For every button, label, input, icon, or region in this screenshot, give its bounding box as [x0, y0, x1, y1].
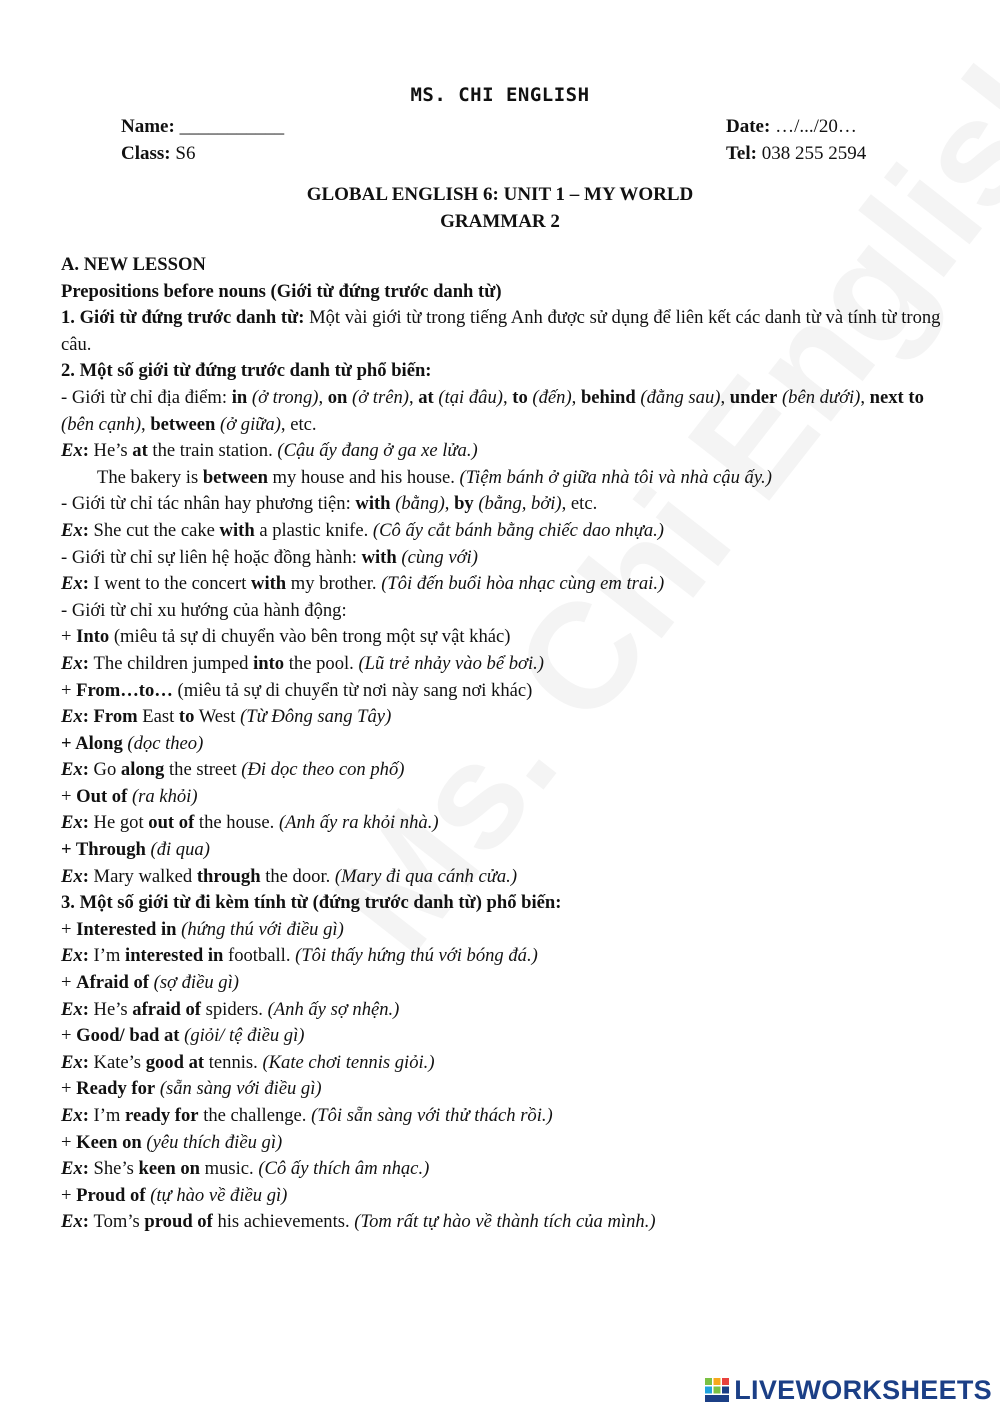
text-run: - Giới từ chỉ sự liên hệ hoặc đồng hành:	[61, 546, 362, 568]
text-run: the challenge.	[198, 1105, 312, 1126]
text-run: Ex	[61, 1051, 83, 1073]
date-label: Date:	[726, 116, 771, 137]
text-run: Ex	[61, 1105, 83, 1126]
text-run: :	[82, 652, 94, 674]
text-run: interested in	[125, 945, 224, 967]
lesson-line	[61, 279, 946, 306]
lesson-line	[61, 970, 946, 997]
lesson-line	[61, 1156, 946, 1183]
lesson-line	[61, 1209, 946, 1236]
text-run: (tại đâu)	[438, 386, 503, 408]
text-run: in	[231, 386, 248, 408]
text-run: Prepositions before nouns (Giới từ đứng trước danh từ)	[61, 280, 502, 302]
text-run: (ở trong)	[251, 386, 319, 408]
text-run: ,	[720, 386, 730, 408]
text-run: The children jumped	[93, 652, 254, 674]
text-run: (Kate chơi tennis giỏi.)	[262, 1051, 435, 1073]
text-run: the pool.	[284, 652, 359, 674]
text-run: I’m	[93, 1105, 126, 1126]
text-run: (Tom rất tự hào về thành tích của mình.)	[354, 1211, 656, 1233]
text-run: ,	[444, 493, 455, 515]
text-run: - Giới từ chỉ địa điểm:	[61, 386, 232, 408]
liveworksheets-icon	[704, 1376, 730, 1404]
text-run: (tự hào về điều gì)	[150, 1184, 288, 1206]
class-line	[121, 140, 195, 167]
text-run: (yêu thích điều gì)	[146, 1131, 283, 1153]
text-run: :	[82, 1158, 94, 1180]
text-run: my brother.	[286, 573, 382, 595]
text-run: Ex	[61, 865, 83, 887]
text-run: under	[729, 386, 778, 408]
date-value: …/.../20…	[775, 116, 857, 137]
class-label: Class:	[121, 143, 171, 164]
lesson-line	[61, 890, 946, 917]
text-run: :	[82, 998, 94, 1020]
text-run: He’s	[93, 440, 133, 462]
lesson-line	[61, 1023, 946, 1050]
text-run: (Tiệm bánh ở giữa nhà tôi và nhà cậu ấy.)	[459, 466, 772, 488]
text-run: :	[82, 573, 94, 595]
text-run: out of	[148, 812, 195, 834]
text-run: Một vài giới từ trong tiếng Anh được sử dụng để liên kết các danh từ và tính từ trong câu.	[61, 307, 941, 355]
text-run: +	[61, 1131, 77, 1153]
text-run: ,	[408, 386, 419, 408]
tel-label: Tel:	[726, 143, 757, 164]
text-run: ,	[318, 386, 328, 408]
text-run: (dọc theo)	[127, 732, 204, 754]
text-run: +	[61, 679, 77, 701]
name-line	[121, 113, 284, 140]
text-run: Ex	[61, 812, 83, 834]
text-run: ,	[502, 386, 513, 408]
text-run: , etc.	[561, 493, 598, 515]
text-run: (Cô ấy cắt bánh bằng chiếc dao nhựa.)	[372, 519, 664, 541]
text-run: Kate’s	[93, 1051, 146, 1073]
text-run: his achievements.	[212, 1211, 355, 1233]
text-run: Ex	[61, 440, 83, 462]
text-run: East	[137, 706, 179, 728]
text-run: ready for	[125, 1105, 199, 1126]
text-run: (cùng với)	[401, 546, 478, 568]
text-run: +	[61, 1078, 77, 1100]
liveworksheets-logo	[704, 1373, 992, 1407]
text-run: (Tôi thấy hứng thú với bóng đá.)	[295, 945, 538, 967]
text-run: (Mary đi qua cánh cửa.)	[334, 865, 518, 887]
text-run: Go	[93, 759, 121, 781]
lesson-line	[61, 385, 946, 438]
title-line-1: GLOBAL ENGLISH 6: UNIT 1 – MY WORLD	[306, 184, 694, 205]
lesson-line	[61, 1183, 946, 1210]
text-run: +	[61, 1025, 77, 1047]
text-run: ,	[141, 413, 151, 435]
text-run: :	[82, 812, 94, 834]
text-run: next to	[869, 386, 924, 408]
text-run: ,	[571, 386, 581, 408]
brand-heading: MS. CHI ENGLISH	[410, 84, 590, 106]
text-run: + Along	[61, 732, 123, 754]
lesson-line	[61, 358, 946, 385]
text-run: (đến)	[532, 386, 572, 408]
text-run: 1. Giới từ đứng trước danh từ:	[61, 307, 305, 329]
text-run: - Giới từ chỉ tác nhân hay phương tiện:	[61, 493, 356, 515]
text-run: (ở giữa)	[220, 413, 281, 435]
text-run: into	[253, 652, 285, 674]
text-run: at	[132, 440, 148, 462]
lesson-line	[61, 704, 946, 731]
text-run: :	[82, 945, 94, 967]
text-run: Ex	[61, 706, 83, 728]
text-run: +	[61, 1184, 77, 1206]
lesson-line	[61, 1076, 946, 1103]
text-run: music.	[199, 1158, 259, 1180]
text-run: (Cô ấy thích âm nhạc.)	[258, 1158, 430, 1180]
text-run: (miêu tả sự di chuyển từ nơi này sang nơi khác)	[172, 679, 533, 701]
text-run: tennis.	[204, 1051, 263, 1073]
lesson-line	[61, 491, 946, 518]
text-run: (ở trên)	[352, 386, 409, 408]
lesson-line	[61, 1130, 946, 1157]
text-run: the street	[164, 759, 242, 781]
text-run: keen on	[138, 1158, 200, 1180]
text-run: From…to…	[76, 679, 173, 701]
lesson-line	[61, 1103, 946, 1130]
text-run: behind	[580, 386, 636, 408]
text-run: (Từ Đông sang Tây)	[240, 706, 392, 728]
lesson-line	[61, 1050, 946, 1077]
text-run: Ex	[61, 998, 83, 1020]
text-run: - Giới từ chỉ xu hướng của hành động:	[61, 599, 347, 621]
text-run: good at	[145, 1051, 205, 1073]
text-run: Ex	[61, 652, 83, 674]
text-run: (sợ điều gì)	[153, 972, 239, 994]
text-run: West	[194, 706, 241, 728]
lesson-content	[61, 252, 946, 1236]
lesson-line	[61, 438, 946, 465]
text-run: Mary walked	[93, 865, 197, 887]
text-run: +	[61, 918, 77, 940]
lesson-line	[61, 757, 946, 784]
text-run: the train station.	[147, 440, 278, 462]
lesson-line	[61, 571, 946, 598]
text-run: +	[61, 785, 77, 807]
text-run: Ex	[61, 759, 83, 781]
text-run: :	[82, 1211, 94, 1233]
text-run: between	[150, 413, 216, 435]
text-run: 3. Một số giới từ đi kèm tính từ (đứng trước danh từ) phổ biến:	[61, 892, 562, 914]
name-label: Name:	[121, 116, 175, 137]
text-run: +	[61, 626, 77, 648]
text-run: Ex	[61, 519, 83, 541]
text-run: (sẵn sàng với điều gì)	[159, 1078, 322, 1100]
text-run: with	[355, 493, 391, 515]
text-run: Tom’s	[93, 1211, 145, 1233]
text-run: From	[93, 706, 138, 728]
text-run: Ex	[61, 1158, 83, 1180]
lesson-line	[61, 810, 946, 837]
text-run: (bên cạnh)	[61, 413, 142, 435]
text-run: + Through	[61, 839, 146, 861]
text-run: the door.	[260, 865, 335, 887]
text-run: :	[82, 865, 94, 887]
lesson-line	[61, 545, 946, 572]
lesson-line	[61, 997, 946, 1024]
lesson-line	[61, 678, 946, 705]
text-run: Keen on	[76, 1131, 142, 1153]
lesson-line	[61, 518, 946, 545]
text-run: (Tôi đến buổi hòa nhạc cùng em trai.)	[381, 573, 665, 595]
lesson-line	[61, 598, 946, 625]
text-run: :	[82, 1105, 94, 1126]
text-run: (miêu tả sự di chuyển vào bên trong một sự vật khác)	[109, 626, 511, 648]
text-run: with	[361, 546, 397, 568]
text-run: :	[82, 1051, 94, 1073]
text-run: She cut the cake	[93, 519, 220, 541]
lesson-line	[61, 864, 946, 891]
title-line-2: GRAMMAR 2	[440, 211, 560, 232]
text-run: (ra khỏi)	[131, 785, 198, 807]
text-run: (bên dưới)	[781, 386, 861, 408]
text-run: (bằng)	[395, 493, 445, 515]
text-run: between	[202, 466, 268, 488]
text-run: the house.	[194, 812, 279, 834]
text-run: (Cậu ấy đang ở ga xe lửa.)	[277, 440, 478, 462]
lesson-line	[61, 917, 946, 944]
text-run: through	[196, 865, 261, 887]
tel-line	[726, 140, 866, 167]
lesson-line	[61, 943, 946, 970]
lesson-line	[61, 731, 946, 758]
text-run: (bằng, bởi)	[478, 493, 562, 515]
text-run: He got	[93, 812, 149, 834]
text-run: Good/ bad at	[76, 1025, 180, 1047]
text-run: She’s	[93, 1158, 139, 1180]
text-run: (Lũ trẻ nhảy vào bể bơi.)	[358, 652, 544, 674]
text-run: with	[251, 573, 287, 595]
text-run: Proud of	[76, 1184, 146, 1206]
text-run: :	[82, 706, 94, 728]
tel-value: 038 255 2594	[761, 143, 867, 164]
text-run: Ex	[61, 1211, 83, 1233]
text-run: football.	[223, 945, 296, 967]
text-run: (Đi dọc theo con phố)	[241, 759, 405, 781]
text-run: Ex	[61, 573, 83, 595]
text-run: a plastic knife.	[254, 519, 373, 541]
text-run: (Anh ấy sợ nhện.)	[267, 998, 400, 1020]
text-run: (hứng thú với điều gì)	[181, 918, 344, 940]
lesson-line	[61, 784, 946, 811]
text-run: A. NEW LESSON	[61, 254, 206, 275]
lesson-line	[61, 624, 946, 651]
text-run: at	[418, 386, 434, 408]
class-value: S6	[175, 143, 196, 164]
text-run: Ex	[61, 945, 83, 967]
text-run: , etc.	[280, 413, 317, 435]
text-run: I’m	[93, 945, 126, 967]
text-run: Out of	[76, 785, 128, 807]
lesson-line	[61, 305, 946, 358]
lesson-line	[61, 837, 946, 864]
text-run: (đi qua)	[150, 839, 210, 861]
text-run: 2. Một số giới từ đứng trước danh từ phổ biến:	[61, 360, 432, 382]
text-run: to	[178, 706, 195, 728]
text-run: The bakery is	[97, 466, 203, 488]
text-run: by	[454, 493, 474, 515]
text-run: spiders.	[200, 998, 268, 1020]
text-run: +	[61, 972, 77, 994]
text-run: :	[82, 440, 94, 462]
text-run: I went to the concert	[93, 573, 252, 595]
text-run: Interested in	[76, 918, 177, 940]
text-run: (giỏi/ tệ điều gì)	[184, 1025, 305, 1047]
text-run: my house and his house.	[267, 466, 460, 488]
text-run: on	[327, 386, 348, 408]
text-run: (Anh ấy ra khỏi nhà.)	[278, 812, 439, 834]
date-line	[726, 113, 857, 140]
liveworksheets-text: LIVEWORKSHEETS	[734, 1374, 992, 1405]
text-run: He’s	[93, 998, 133, 1020]
text-run: (Tôi sẵn sàng với thử thách rồi.)	[311, 1105, 553, 1126]
lesson-line	[61, 465, 946, 492]
text-run: Into	[76, 626, 110, 648]
text-run: Afraid of	[76, 972, 149, 994]
text-run: along	[120, 759, 165, 781]
text-run: :	[82, 519, 94, 541]
name-value: ___________	[179, 116, 285, 137]
text-run: to	[512, 386, 528, 408]
lesson-line	[61, 252, 946, 279]
text-run: (đằng sau)	[640, 386, 721, 408]
text-run: ,	[860, 386, 870, 408]
text-run: afraid of	[132, 998, 201, 1020]
text-run: proud of	[144, 1211, 213, 1233]
text-run: with	[219, 519, 255, 541]
text-run: :	[82, 759, 94, 781]
text-run: Ready for	[76, 1078, 156, 1100]
lesson-line	[61, 651, 946, 678]
